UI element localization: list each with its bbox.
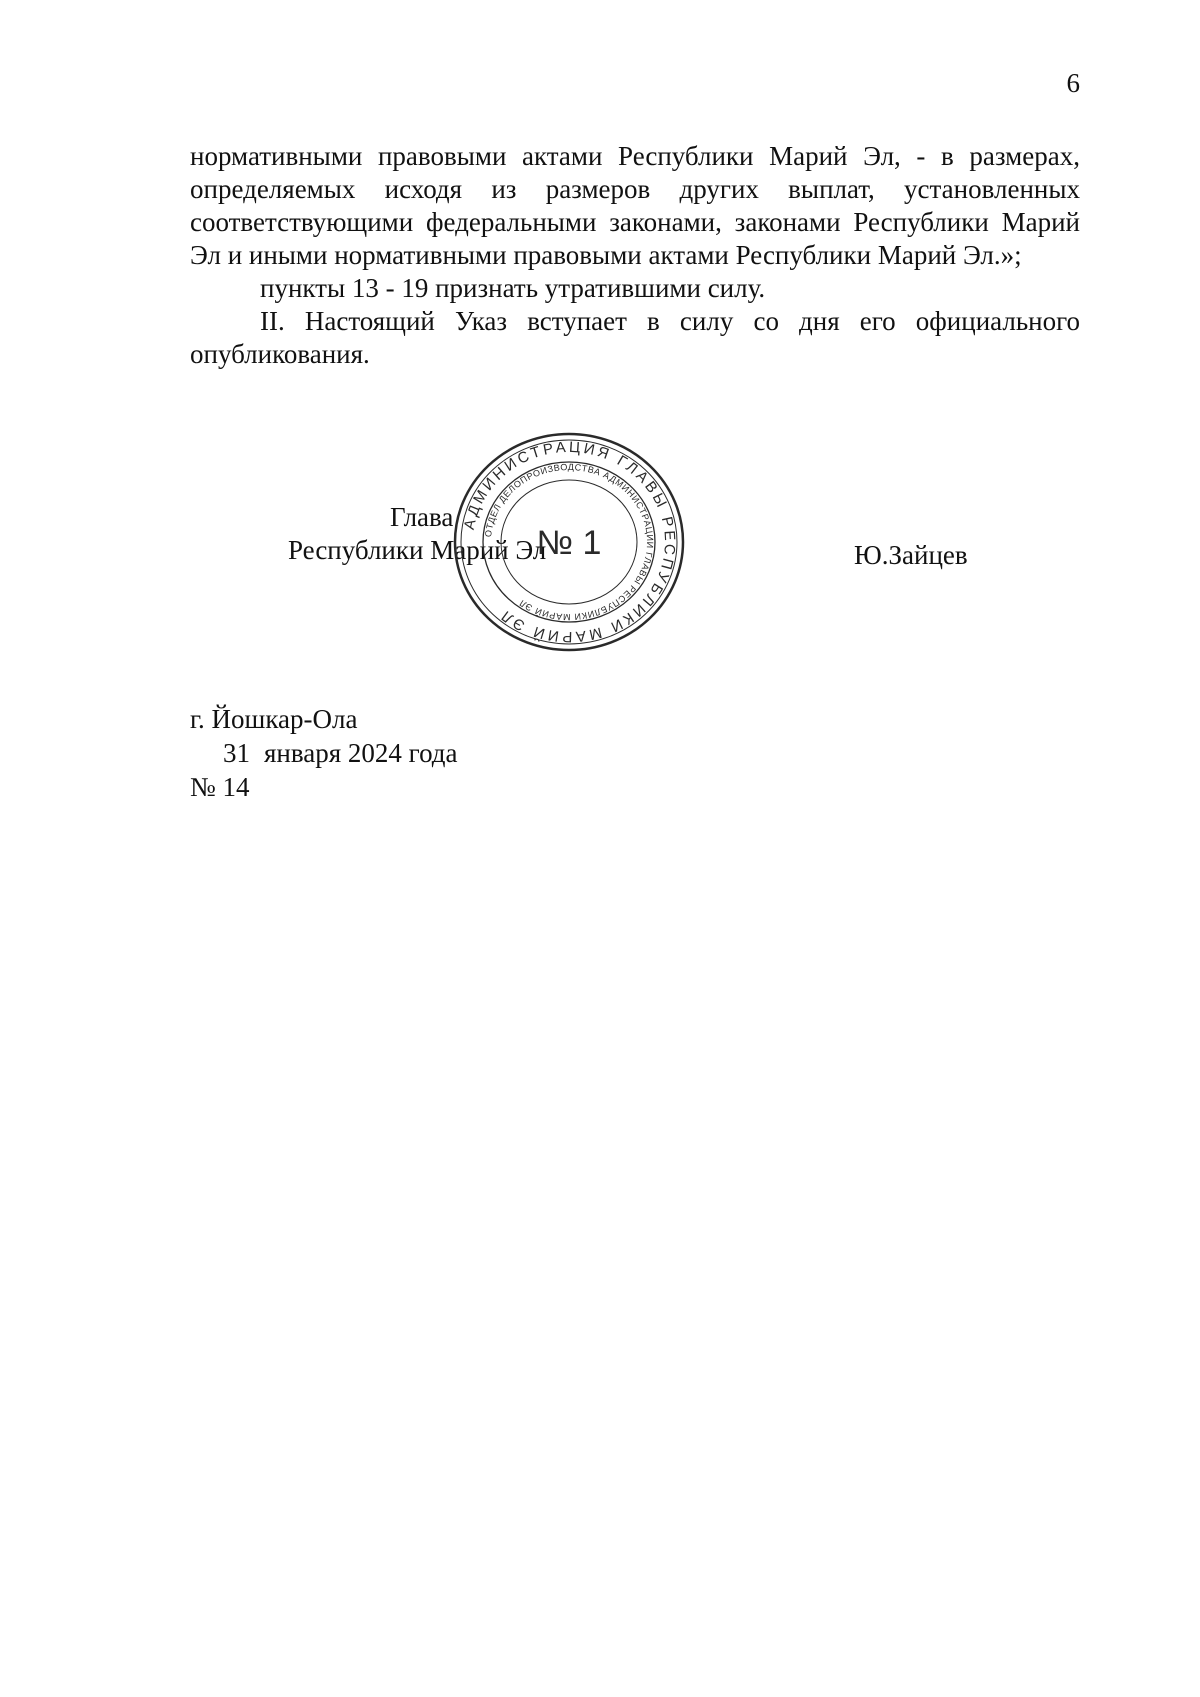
page-number: 6 xyxy=(1066,68,1080,98)
seal-graphic xyxy=(449,428,689,656)
document-number: № 14 xyxy=(190,772,250,802)
paragraph-entry-into-force: II. Настоящий Указ вступает в силу со дня его официального опубликования. xyxy=(190,306,1080,369)
signature-block xyxy=(0,0,1200,700)
signatory-title-line-1: Глава xyxy=(390,502,454,532)
signatory-title-line-2: Республики Марий Эл xyxy=(288,535,547,565)
signatory-name: Ю.Зайцев xyxy=(854,540,968,570)
document-month-year: января 2024 года xyxy=(264,738,458,768)
paragraph-continuation: нормативными правовыми актами Республики Марий Эл, - в размерах, определяемых исходя из размеров других выплат, установленных соответствующими федеральными законами, законами Республики Марий Эл и иными нормативными правовыми актами Республики Марий Эл.»; xyxy=(190,141,1080,270)
document-city: г. Йошкар-Ола xyxy=(190,704,358,734)
paragraph-points-invalid: пункты 13 - 19 признать утратившими силу. xyxy=(260,273,766,303)
document-day: 31 xyxy=(223,738,250,768)
official-seal xyxy=(449,428,689,656)
seal-center-text: № 1 xyxy=(536,524,602,562)
seal-inner-text: ОТДЕЛ ДЕЛОПРОИЗВОДСТВА АДМИНИСТРАЦИИ ГЛАВЫ РЕСПУБЛИКИ МАРИЙ ЭЛ xyxy=(483,461,656,623)
document-place-date-number xyxy=(190,702,458,804)
document-date xyxy=(190,736,458,770)
seal-outer-text: АДМИНИСТРАЦИЯ ГЛАВЫ РЕСПУБЛИКИ МАРИЙ ЭЛ xyxy=(460,438,679,646)
